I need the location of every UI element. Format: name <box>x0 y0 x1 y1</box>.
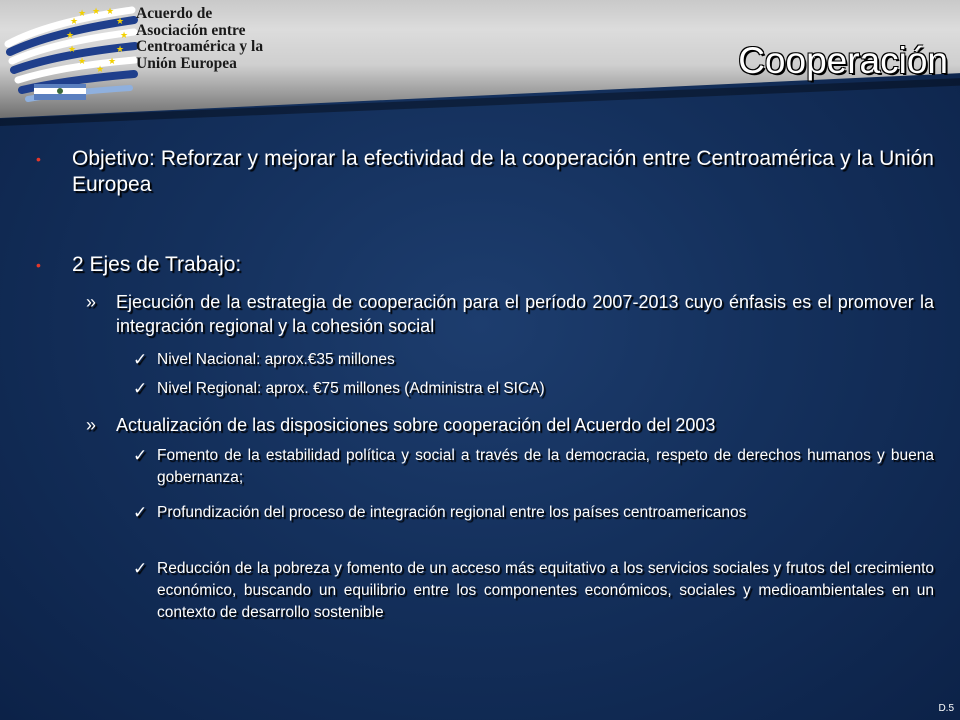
integration-text: Profundización del proceso de integración regional entre los países centroamericanos <box>157 504 747 521</box>
bullet-icon: • <box>36 257 41 273</box>
logo-line: Centroamérica y la <box>136 38 264 55</box>
check-icon: ✓ <box>133 379 148 398</box>
svg-text:★: ★ <box>120 31 129 41</box>
axis-two-text: Actualización de las disposiciones sobre cooperación del Acuerdo del 2003 <box>116 415 716 435</box>
svg-text:★: ★ <box>116 45 125 55</box>
check-icon: ✓ <box>133 350 148 369</box>
regional-level-text: Nivel Regional: aprox. €75 millones (Administra el SICA) <box>157 380 545 397</box>
poverty-reduction-text: Reducción de la pobreza y fomento de un acceso más equitativo a los servicios sociales y frutos del crecimiento económico, buscando un equilibrio entre los componentes económicos, sociales y medioambientales en un contexto de desarrollo sostenible <box>157 560 934 621</box>
page-number: D.5 <box>938 703 954 714</box>
sub-bullet-icon: » <box>86 292 97 312</box>
svg-text:★: ★ <box>66 31 75 41</box>
slide-title: Cooperación <box>738 40 948 81</box>
svg-text:★: ★ <box>108 57 117 67</box>
svg-text:★: ★ <box>78 57 87 67</box>
check-icon: ✓ <box>133 446 148 465</box>
objective-text: Objetivo: Reforzar y mejorar la efectividad de la cooperación entre Centroamérica y la Unión Europea <box>72 147 934 196</box>
logo-line: Asociación entre <box>136 21 246 39</box>
axes-heading: 2 Ejes de Trabajo: <box>72 253 242 276</box>
svg-text:★: ★ <box>106 7 115 17</box>
svg-text:★: ★ <box>92 7 101 17</box>
svg-text:★: ★ <box>78 9 87 19</box>
logo-line: Acuerdo de <box>136 5 213 22</box>
check-icon: ✓ <box>133 559 148 578</box>
svg-text:★: ★ <box>70 17 79 27</box>
check-icon: ✓ <box>133 503 148 522</box>
axis-one-text: Ejecución de la estrategia de cooperación para el período 2007-2013 cuyo énfasis es el promover la integración regional y la cohesión social <box>116 292 934 336</box>
sub-bullet-icon: » <box>86 415 97 435</box>
national-level-text: Nivel Nacional: aprox.€35 millones <box>157 351 395 368</box>
svg-text:★: ★ <box>68 45 77 55</box>
svg-text:★: ★ <box>116 17 125 27</box>
logo-line: Unión Europea <box>136 54 237 72</box>
stability-text: Fomento de la estabilidad política y social a través de la democracia, respeto de derechos humanos y buena gobernanza; <box>157 447 934 486</box>
bullet-icon: • <box>36 151 41 167</box>
svg-text:★: ★ <box>96 65 105 75</box>
